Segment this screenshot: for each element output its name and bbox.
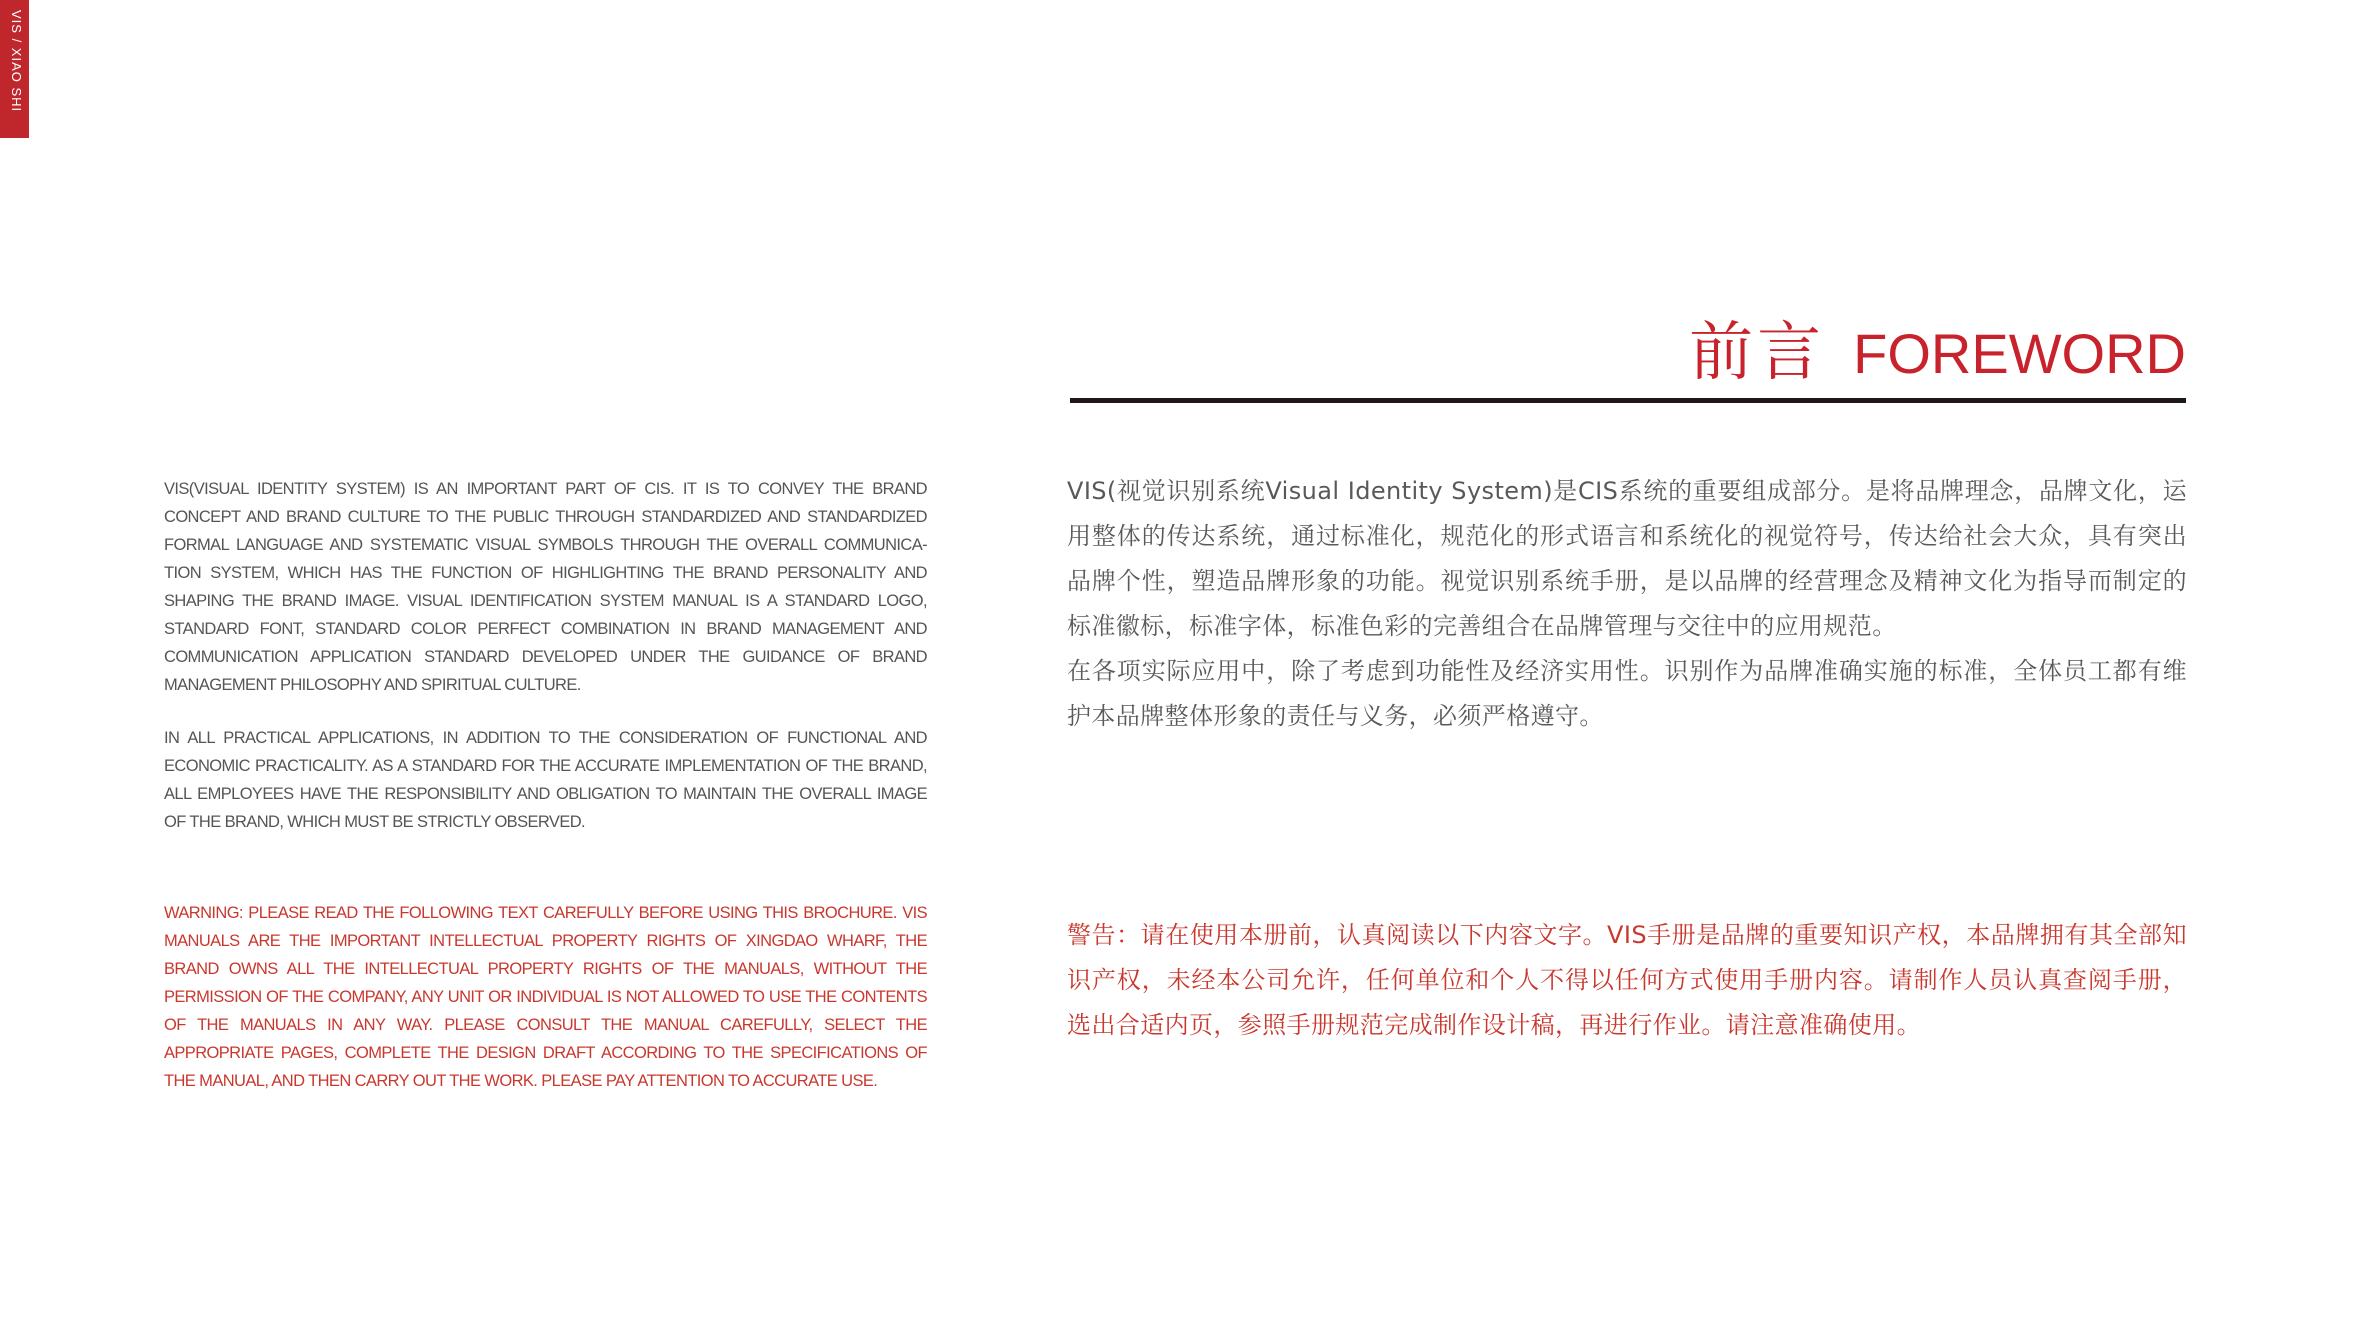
english-warning-paragraph: WARNING: PLEASE READ THE FOLLOWING TEXT CAREFULLY BEFORE USING THIS BROCHURE. VIS MANUALS ARE THE IMPORTANT INTELLECTUAL PROPERTY RIGHTS OF XINGDAO WHARF, THE BRAND OWNS ALL THE INTELLECTUAL PROPERTY RIGHTS OF THE MANUALS, WITHOUT THE PERMISSION OF THE COMPANY, ANY UNIT OR INDIVIDUAL IS NOT ALLOWED TO USE THE CONTENTS OF THE MANUALS IN ANY WAY. PLEASE CONSULT THE MANUAL CAREFULLY, SELECT THE APPROPRIATE PAGES, COMPLETE THE DESIGN DRAFT ACCORDING TO THE SPECIFICATIONS OF THE MANUAL, AND THEN CARRY OUT THE WORK. PLEASE PAY ATTENTION TO ACCURATE USE. xyxy=(164,904,927,1090)
page-title xyxy=(1689,300,2186,390)
side-tab-label: VIS / XIAO SHI xyxy=(9,10,24,113)
chinese-warning-paragraph: 警告：请在使用本册前，认真阅读以下内容文字。VIS手册是品牌的重要知识产权，本品牌拥有其全部知识产权，未经本公司允许，任何单位和个人不得以任何方式使用手册内容。请制作人员认真查阅手册，选出合适内页，参照手册规范完成制作设计稿，再进行作业。请注意准确使用。 xyxy=(1067,921,2187,1039)
title-divider xyxy=(1070,398,2186,403)
english-practice-paragraph: IN ALL PRACTICAL APPLICATIONS, IN ADDITION TO THE CONSIDERATION OF FUNCTIONAL AND ECONOMIC PRACTICALITY. AS A STANDARD FOR THE ACCURATE IMPLEMENTATION OF THE BRAND, ALL EMPLOYEES HAVE THE RESPONSIBILITY AND OBLIGATION TO MAINTAIN THE OVERALL IMAGE OF THE BRAND, WHICH MUST BE STRICTLY OBSERVED. xyxy=(164,729,927,831)
chinese-practice-paragraph: 在各项实际应用中，除了考虑到功能性及经济实用性。识别作为品牌准确实施的标准，全体员工都有维护本品牌整体形象的责任与义务，必须严格遵守。 xyxy=(1067,657,2187,730)
page-title-english: FOREWORD xyxy=(1853,322,2186,385)
side-tab xyxy=(0,0,29,138)
english-intro-paragraph: VIS(VISUAL IDENTITY SYSTEM) IS AN IMPORTANT PART OF CIS. IT IS TO CONVEY THE BRAND CONCEPT AND BRAND CULTURE TO THE PUBLIC THROUGH STANDARDIZED AND STANDARDIZED FORMAL LANGUAGE AND SYSTEMATIC VISUAL SYMBOLS THROUGH THE OVERALL COMMUNICA-TION SYSTEM, WHICH HAS THE FUNCTION OF HIGHLIGHTING THE BRAND PERSONALITY AND SHAPING THE BRAND IMAGE. VISUAL IDENTIFICATION SYSTEM MANUAL IS A STANDARD LOGO, STANDARD FONT, STANDARD COLOR PERFECT COMBINATION IN BRAND MANAGEMENT AND COMMUNICATION APPLICATION STANDARD DEVELOPED UNDER THE GUIDANCE OF BRAND MANAGEMENT PHILOSOPHY AND SPIRITUAL CULTURE. xyxy=(164,480,927,694)
chinese-intro-paragraph: VIS(视觉识别系统Visual Identity System)是CIS系统的重要组成部分。是将品牌理念，品牌文化，运用整体的传达系统，通过标准化，规范化的形式语言和系统化的视觉符号，传达给社会大众，具有突出品牌个性，塑造品牌形象的功能。视觉识别系统手册，是以品牌的经营理念及精神文化为指导而制定的标准徽标，标准字体，标准色彩的完善组合在品牌管理与交往中的应用规范。 xyxy=(1067,477,2187,640)
page-title-chinese: 前言 xyxy=(1689,316,1826,390)
